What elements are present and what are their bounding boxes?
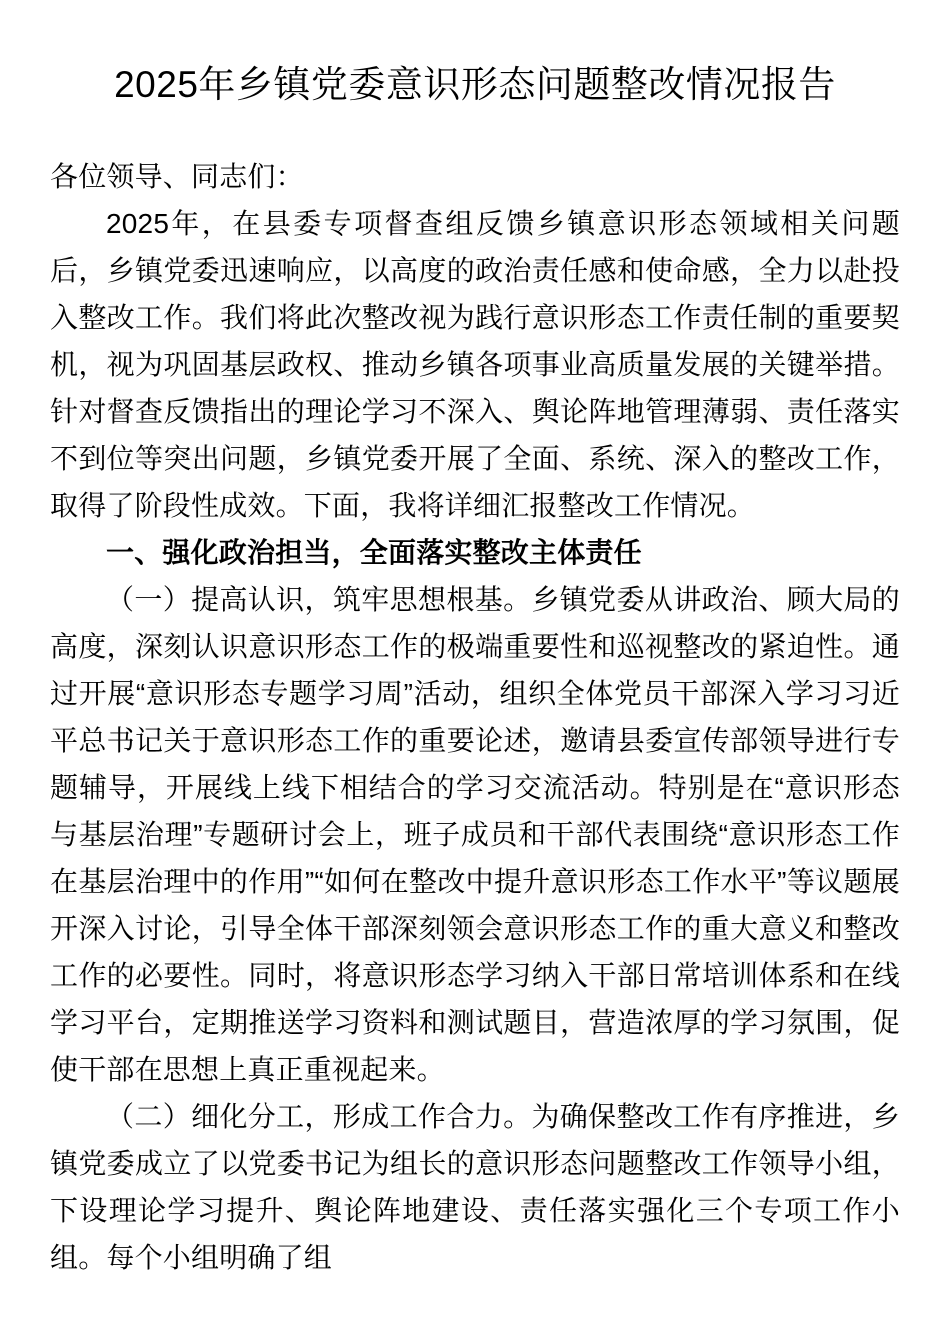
paragraph-section-1-sub-2: （二）细化分工，形成工作合力。为确保整改工作有序推进，乡镇党委成立了以党委书记为组长的意识形态问题整改工作领导小组，下设理论学习提升、舆论阵地建设、责任落实强化三个专项工作小组。每个小组明确了组 xyxy=(50,1101,900,1273)
page-title: 2025年乡镇党委意识形态问题整改情况报告 xyxy=(114,64,836,105)
paragraph-section-1-sub-1: （一）提高认识，筑牢思想根基。乡镇党委从讲政治、顾大局的高度，深刻认识意识形态工作的极端重要性和巡视整改的紧迫性。通过开展“意识形态专题学习周”活动，组织全体党员干部深入学习习近平总书记关于意识形态工作的重要论述，邀请县委宣传部领导进行专题辅导，开展线上线下相结合的学习交流活动。特别是在“意识形态与基层治理”专题研讨会上，班子成员和干部代表围绕“意识形态工作在基层治理中的作用”“如何在整改中提升意识形态工作水平”等议题展开深入讨论，引导全体干部深刻领会意识形态工作的重大意义和整改工作的必要性。同时，将意识形态学习纳入干部日常培训体系和在线学习平台，定期推送学习资料和测试题目，营造浓厚的学习氛围，促使干部在思想上真正重视起来。 xyxy=(50,584,900,1085)
paragraph-intro: 2025年，在县委专项督查组反馈乡镇意识形态领域相关问题后，乡镇党委迅速响应，以高度的政治责任感和使命感，全力以赴投入整改工作。我们将此次整改视为践行意识形态工作责任制的重要契机，视为巩固基层政权、推动乡镇各项事业高质量发展的关键举措。针对督查反馈指出的理论学习不深入、舆论阵地管理薄弱、责任落实不到位等突出问题，乡镇党委开展了全面、系统、深入的整改工作，取得了阶段性成效。下面，我将详细汇报整改工作情况。 xyxy=(50,208,900,521)
salutation: 各位领导、同志们： xyxy=(50,161,304,192)
section-heading-1: 一、强化政治担当，全面落实整改主体责任 xyxy=(106,537,642,568)
